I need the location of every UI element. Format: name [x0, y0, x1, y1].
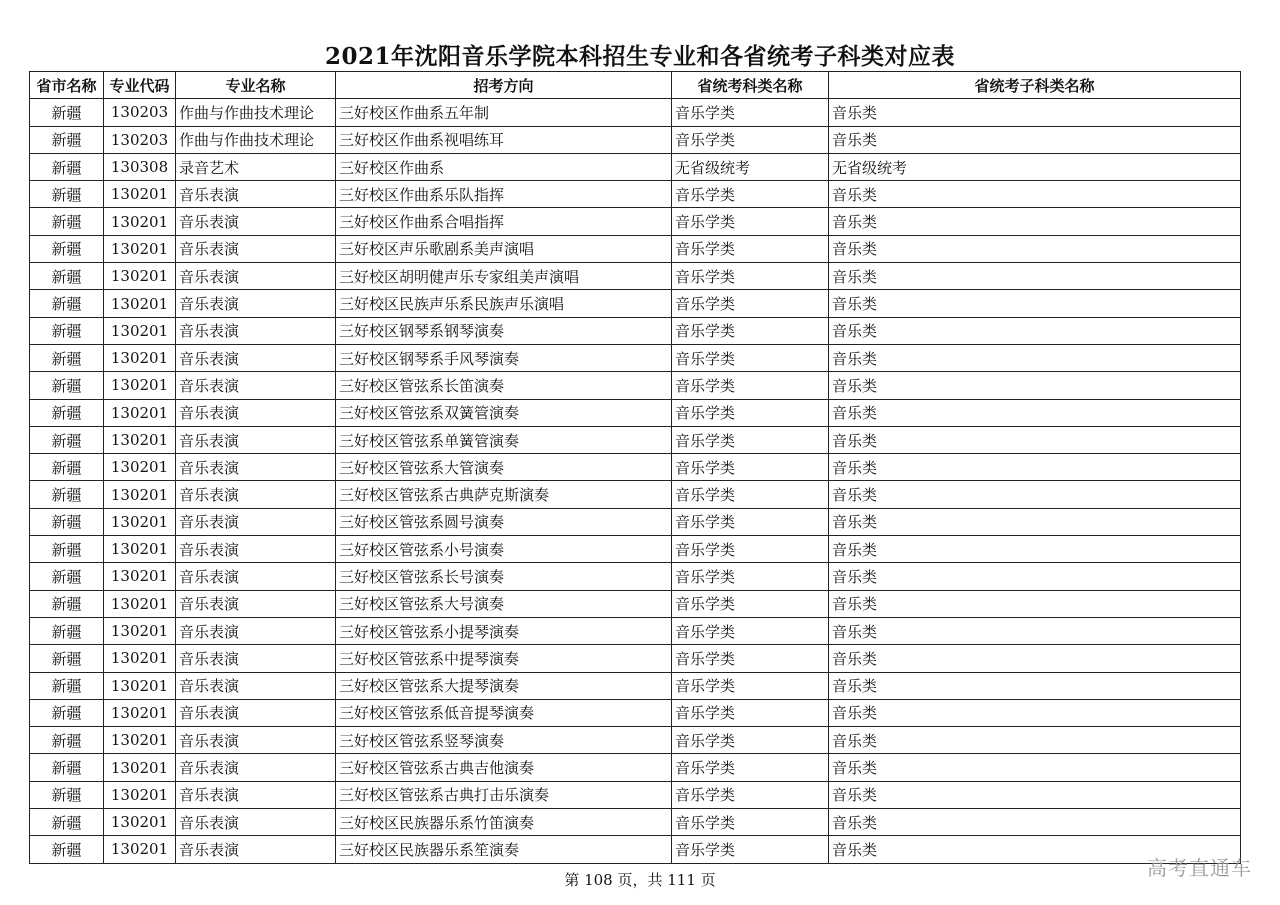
- cell-major-name: 音乐表演: [176, 508, 336, 535]
- table-row: [30, 235, 1241, 262]
- cell-province: 新疆: [30, 399, 104, 426]
- cell-province: 新疆: [30, 290, 104, 317]
- table-row: [30, 99, 1241, 126]
- table-row: [30, 699, 1241, 726]
- table-row: [30, 508, 1241, 535]
- table-row: [30, 290, 1241, 317]
- header-major-code: 专业代码: [104, 72, 176, 99]
- page-title: 2021年沈阳音乐学院本科招生专业和各省统考子科类对应表: [324, 43, 955, 70]
- cell-major-code: 130201: [104, 263, 176, 290]
- cell-category: 音乐学类: [672, 508, 829, 535]
- table-row: [30, 563, 1241, 590]
- cell-major-name: 音乐表演: [176, 727, 336, 754]
- cell-category: 音乐学类: [672, 481, 829, 508]
- cell-major-code: 130201: [104, 699, 176, 726]
- cell-major-code: 130201: [104, 672, 176, 699]
- cell-major-name: 音乐表演: [176, 809, 336, 836]
- cell-major-code: 130201: [104, 536, 176, 563]
- table-row: [30, 426, 1241, 453]
- cell-subcategory: 音乐类: [829, 809, 1241, 836]
- cell-major-code: 130201: [104, 809, 176, 836]
- cell-category: 音乐学类: [672, 344, 829, 371]
- cell-major-code: 130201: [104, 754, 176, 781]
- cell-major-code: 130201: [104, 235, 176, 262]
- table-row: [30, 344, 1241, 371]
- cell-major-code: 130201: [104, 399, 176, 426]
- cell-major-name: 录音艺术: [176, 153, 336, 180]
- table-row: [30, 617, 1241, 644]
- cell-subcategory: 无省级统考: [829, 153, 1241, 180]
- cell-subcategory: 音乐类: [829, 317, 1241, 344]
- cell-province: 新疆: [30, 372, 104, 399]
- cell-direction: 三好校区管弦系双簧管演奏: [336, 399, 672, 426]
- cell-category: 音乐学类: [672, 617, 829, 644]
- cell-direction: 三好校区民族器乐系竹笛演奏: [336, 809, 672, 836]
- table-row: [30, 590, 1241, 617]
- cell-major-name: 音乐表演: [176, 372, 336, 399]
- cell-category: 音乐学类: [672, 590, 829, 617]
- cell-province: 新疆: [30, 208, 104, 235]
- cell-major-code: 130201: [104, 590, 176, 617]
- cell-major-name: 音乐表演: [176, 208, 336, 235]
- header-major-name: 专业名称: [176, 72, 336, 99]
- cell-major-code: 130203: [104, 126, 176, 153]
- cell-major-name: 音乐表演: [176, 181, 336, 208]
- table-row: [30, 672, 1241, 699]
- cell-direction: 三好校区管弦系小提琴演奏: [336, 617, 672, 644]
- cell-subcategory: 音乐类: [829, 372, 1241, 399]
- table-row: [30, 481, 1241, 508]
- cell-major-name: 音乐表演: [176, 617, 336, 644]
- cell-province: 新疆: [30, 454, 104, 481]
- table-row: [30, 836, 1241, 863]
- cell-subcategory: 音乐类: [829, 699, 1241, 726]
- table-row: [30, 153, 1241, 180]
- cell-major-code: 130201: [104, 481, 176, 508]
- cell-category: 音乐学类: [672, 809, 829, 836]
- cell-category: 音乐学类: [672, 181, 829, 208]
- cell-direction: 三好校区管弦系竖琴演奏: [336, 727, 672, 754]
- cell-subcategory: 音乐类: [829, 645, 1241, 672]
- cell-province: 新疆: [30, 809, 104, 836]
- header-category: 省统考科类名称: [672, 72, 829, 99]
- cell-province: 新疆: [30, 426, 104, 453]
- cell-subcategory: 音乐类: [829, 208, 1241, 235]
- cell-direction: 三好校区管弦系中提琴演奏: [336, 645, 672, 672]
- cell-province: 新疆: [30, 263, 104, 290]
- cell-direction: 三好校区管弦系长号演奏: [336, 563, 672, 590]
- cell-category: 音乐学类: [672, 426, 829, 453]
- table-row: [30, 727, 1241, 754]
- cell-major-code: 130203: [104, 99, 176, 126]
- cell-major-code: 130201: [104, 645, 176, 672]
- cell-province: 新疆: [30, 836, 104, 863]
- cell-major-name: 音乐表演: [176, 781, 336, 808]
- cell-direction: 三好校区管弦系小号演奏: [336, 536, 672, 563]
- cell-category: 音乐学类: [672, 781, 829, 808]
- cell-category: 音乐学类: [672, 645, 829, 672]
- cell-category: 音乐学类: [672, 672, 829, 699]
- cell-province: 新疆: [30, 563, 104, 590]
- cell-subcategory: 音乐类: [829, 508, 1241, 535]
- cell-direction: 三好校区作曲系五年制: [336, 99, 672, 126]
- cell-major-name: 音乐表演: [176, 235, 336, 262]
- cell-subcategory: 音乐类: [829, 426, 1241, 453]
- cell-major-code: 130201: [104, 208, 176, 235]
- table-row: [30, 372, 1241, 399]
- cell-major-code: 130201: [104, 727, 176, 754]
- cell-major-code: 130201: [104, 617, 176, 644]
- cell-direction: 三好校区管弦系低音提琴演奏: [336, 699, 672, 726]
- cell-direction: 三好校区作曲系: [336, 153, 672, 180]
- table-row: [30, 809, 1241, 836]
- cell-province: 新疆: [30, 317, 104, 344]
- cell-major-code: 130308: [104, 153, 176, 180]
- cell-category: 音乐学类: [672, 727, 829, 754]
- cell-major-name: 音乐表演: [176, 399, 336, 426]
- cell-category: 音乐学类: [672, 372, 829, 399]
- cell-major-name: 音乐表演: [176, 344, 336, 371]
- cell-province: 新疆: [30, 481, 104, 508]
- cell-province: 新疆: [30, 590, 104, 617]
- cell-major-code: 130201: [104, 563, 176, 590]
- cell-subcategory: 音乐类: [829, 126, 1241, 153]
- cell-subcategory: 音乐类: [829, 399, 1241, 426]
- header-direction: 招考方向: [336, 72, 672, 99]
- cell-major-code: 130201: [104, 181, 176, 208]
- cell-subcategory: 音乐类: [829, 781, 1241, 808]
- cell-major-code: 130201: [104, 426, 176, 453]
- cell-province: 新疆: [30, 645, 104, 672]
- header-province: 省市名称: [30, 72, 104, 99]
- watermark: 高考直通车: [1147, 856, 1252, 880]
- cell-category: 音乐学类: [672, 263, 829, 290]
- cell-major-name: 音乐表演: [176, 481, 336, 508]
- cell-category: 音乐学类: [672, 99, 829, 126]
- cell-major-code: 130201: [104, 454, 176, 481]
- cell-province: 新疆: [30, 508, 104, 535]
- cell-province: 新疆: [30, 699, 104, 726]
- cell-subcategory: 音乐类: [829, 290, 1241, 317]
- cell-category: 音乐学类: [672, 836, 829, 863]
- cell-direction: 三好校区作曲系视唱练耳: [336, 126, 672, 153]
- cell-major-name: 音乐表演: [176, 590, 336, 617]
- cell-major-name: 作曲与作曲技术理论: [176, 99, 336, 126]
- cell-subcategory: 音乐类: [829, 181, 1241, 208]
- cell-major-name: 音乐表演: [176, 536, 336, 563]
- cell-subcategory: 音乐类: [829, 536, 1241, 563]
- cell-category: 音乐学类: [672, 235, 829, 262]
- cell-category: 音乐学类: [672, 699, 829, 726]
- cell-subcategory: 音乐类: [829, 727, 1241, 754]
- cell-direction: 三好校区作曲系合唱指挥: [336, 208, 672, 235]
- cell-direction: 三好校区管弦系单簧管演奏: [336, 426, 672, 453]
- cell-category: 音乐学类: [672, 317, 829, 344]
- cell-category: 音乐学类: [672, 536, 829, 563]
- cell-major-name: 音乐表演: [176, 563, 336, 590]
- cell-major-code: 130201: [104, 372, 176, 399]
- cell-direction: 三好校区管弦系大号演奏: [336, 590, 672, 617]
- cell-province: 新疆: [30, 99, 104, 126]
- table-row: [30, 317, 1241, 344]
- cell-major-name: 音乐表演: [176, 672, 336, 699]
- cell-category: 无省级统考: [672, 153, 829, 180]
- table-row: [30, 781, 1241, 808]
- cell-province: 新疆: [30, 536, 104, 563]
- admission-table: [29, 71, 1241, 864]
- cell-subcategory: 音乐类: [829, 481, 1241, 508]
- cell-direction: 三好校区胡明健声乐专家组美声演唱: [336, 263, 672, 290]
- cell-province: 新疆: [30, 153, 104, 180]
- cell-province: 新疆: [30, 617, 104, 644]
- cell-province: 新疆: [30, 754, 104, 781]
- cell-subcategory: 音乐类: [829, 563, 1241, 590]
- cell-direction: 三好校区钢琴系手风琴演奏: [336, 344, 672, 371]
- cell-direction: 三好校区管弦系古典萨克斯演奏: [336, 481, 672, 508]
- header-subcategory: 省统考子科类名称: [829, 72, 1241, 99]
- cell-province: 新疆: [30, 344, 104, 371]
- cell-direction: 三好校区管弦系圆号演奏: [336, 508, 672, 535]
- cell-subcategory: 音乐类: [829, 263, 1241, 290]
- cell-direction: 三好校区作曲系乐队指挥: [336, 181, 672, 208]
- table-row: [30, 454, 1241, 481]
- cell-province: 新疆: [30, 235, 104, 262]
- table-header-row: [30, 72, 1241, 99]
- table-row: [30, 181, 1241, 208]
- table-row: [30, 536, 1241, 563]
- cell-major-name: 音乐表演: [176, 317, 336, 344]
- cell-major-name: 音乐表演: [176, 290, 336, 317]
- cell-direction: 三好校区管弦系长笛演奏: [336, 372, 672, 399]
- cell-subcategory: 音乐类: [829, 454, 1241, 481]
- cell-major-code: 130201: [104, 508, 176, 535]
- cell-major-code: 130201: [104, 317, 176, 344]
- cell-category: 音乐学类: [672, 754, 829, 781]
- cell-subcategory: 音乐类: [829, 344, 1241, 371]
- cell-major-name: 音乐表演: [176, 645, 336, 672]
- cell-direction: 三好校区民族器乐系笙演奏: [336, 836, 672, 863]
- cell-major-code: 130201: [104, 290, 176, 317]
- cell-subcategory: 音乐类: [829, 672, 1241, 699]
- cell-subcategory: 音乐类: [829, 235, 1241, 262]
- cell-subcategory: 音乐类: [829, 99, 1241, 126]
- page-number: 第 108 页，共 111 页: [564, 871, 716, 889]
- cell-province: 新疆: [30, 727, 104, 754]
- cell-province: 新疆: [30, 181, 104, 208]
- cell-category: 音乐学类: [672, 126, 829, 153]
- cell-major-name: 作曲与作曲技术理论: [176, 126, 336, 153]
- cell-major-code: 130201: [104, 344, 176, 371]
- cell-province: 新疆: [30, 781, 104, 808]
- cell-province: 新疆: [30, 672, 104, 699]
- cell-major-name: 音乐表演: [176, 263, 336, 290]
- cell-major-name: 音乐表演: [176, 454, 336, 481]
- table-row: [30, 645, 1241, 672]
- table-row: [30, 263, 1241, 290]
- cell-major-name: 音乐表演: [176, 699, 336, 726]
- cell-major-name: 音乐表演: [176, 426, 336, 453]
- cell-province: 新疆: [30, 126, 104, 153]
- cell-subcategory: 音乐类: [829, 754, 1241, 781]
- cell-major-name: 音乐表演: [176, 754, 336, 781]
- cell-category: 音乐学类: [672, 399, 829, 426]
- cell-subcategory: 音乐类: [829, 590, 1241, 617]
- cell-major-name: 音乐表演: [176, 836, 336, 863]
- cell-direction: 三好校区钢琴系钢琴演奏: [336, 317, 672, 344]
- table-row: [30, 754, 1241, 781]
- cell-category: 音乐学类: [672, 563, 829, 590]
- cell-subcategory: 音乐类: [829, 836, 1241, 863]
- cell-major-code: 130201: [104, 836, 176, 863]
- cell-direction: 三好校区管弦系古典打击乐演奏: [336, 781, 672, 808]
- cell-direction: 三好校区管弦系大提琴演奏: [336, 672, 672, 699]
- cell-subcategory: 音乐类: [829, 617, 1241, 644]
- table-body: [30, 99, 1241, 863]
- cell-category: 音乐学类: [672, 290, 829, 317]
- table-row: [30, 208, 1241, 235]
- cell-category: 音乐学类: [672, 208, 829, 235]
- table-row: [30, 126, 1241, 153]
- cell-direction: 三好校区管弦系大管演奏: [336, 454, 672, 481]
- table-row: [30, 399, 1241, 426]
- cell-major-code: 130201: [104, 781, 176, 808]
- cell-direction: 三好校区民族声乐系民族声乐演唱: [336, 290, 672, 317]
- cell-direction: 三好校区管弦系古典吉他演奏: [336, 754, 672, 781]
- cell-category: 音乐学类: [672, 454, 829, 481]
- cell-direction: 三好校区声乐歌剧系美声演唱: [336, 235, 672, 262]
